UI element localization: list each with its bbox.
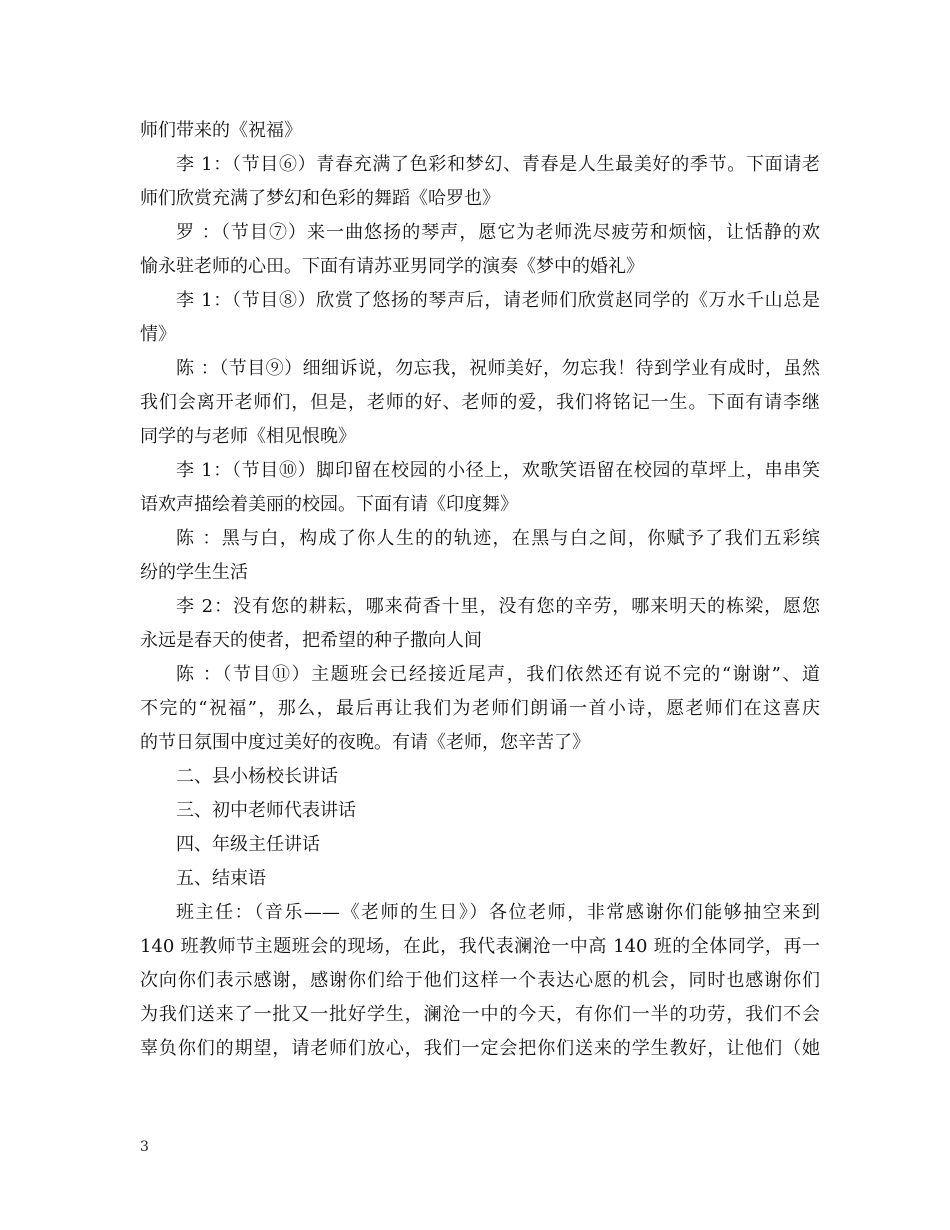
text-line: 的节日氛围中度过美好的夜晚。有请《老师，您辛苦了》 bbox=[140, 732, 590, 753]
section-heading: 四、年级主任讲话 bbox=[176, 834, 320, 855]
text-line: 纷的学生生活 bbox=[140, 562, 248, 583]
text-line: 同学的与老师《相见恨晚》 bbox=[140, 426, 356, 447]
text-line: 我们会离开老师们，但是，老师的好、老师的爱，我们将铭记一生。下面有请李继 bbox=[140, 392, 820, 413]
text-line: 不完的“祝福”，那么，最后再让我们为老师们朗诵一首小诗，愿老师们在这喜庆 bbox=[140, 698, 820, 719]
text-line: 师们欣赏充满了梦幻和色彩的舞蹈《哈罗也》 bbox=[140, 188, 500, 209]
text-line: 师们带来的《祝福》 bbox=[140, 120, 302, 141]
text-line: 永远是春天的使者，把希望的种子撒向人间 bbox=[140, 630, 482, 651]
section-heading: 三、初中老师代表讲话 bbox=[176, 800, 356, 821]
text-line: 情》 bbox=[140, 324, 176, 345]
text-line: 罗 ：（节目⑦）来一曲悠扬的琴声，愿它为老师洗尽疲劳和烦恼，让恬静的欢 bbox=[176, 222, 820, 243]
page-number: 3 bbox=[140, 1139, 149, 1155]
text-line: 李 2：没有您的耕耘，哪来荷香十里，没有您的辛劳，哪来明天的栋梁，愿您 bbox=[176, 596, 820, 617]
text-line: 次向你们表示感谢，感谢你们给于他们这样一个表达心愿的机会，同时也感谢你们 bbox=[140, 970, 820, 991]
section-heading: 二、县小杨校长讲话 bbox=[176, 766, 338, 787]
text-line: 陈 ：（节目⑨）细细诉说，勿忘我，祝师美好，勿忘我！待到学业有成时，虽然 bbox=[176, 358, 820, 379]
text-line: 陈 ：（节目⑪）主题班会已经接近尾声，我们依然还有说不完的“谢谢”、道 bbox=[176, 664, 820, 685]
text-line: 140 班教师节主题班会的现场，在此，我代表澜沧一中高 140 班的全体同学，再一 bbox=[140, 936, 820, 957]
document-body bbox=[140, 114, 820, 1066]
text-line: 李 1：（节目⑩）脚印留在校园的小径上，欢歌笑语留在校园的草坪上，串串笑 bbox=[176, 460, 820, 481]
text-line: 为我们送来了一批又一批好学生，澜沧一中的今天，有你们一半的功劳，我们不会 bbox=[140, 1004, 820, 1025]
text-line: 陈 ：黑与白，构成了你人生的的轨迹，在黑与白之间，你赋予了我们五彩缤 bbox=[176, 528, 820, 549]
text-line: 李 1：（节目⑥）青春充满了色彩和梦幻、青春是人生最美好的季节。下面请老 bbox=[176, 154, 820, 175]
text-line: 班主任：（音乐——《老师的生日》）各位老师，非常感谢你们能够抽空来到 bbox=[176, 902, 820, 923]
text-line: 愉永驻老师的心田。下面有请苏亚男同学的演奏《梦中的婚礼》 bbox=[140, 256, 644, 277]
section-heading: 五、结束语 bbox=[176, 868, 266, 889]
text-line: 语欢声描绘着美丽的校园。下面有请《印度舞》 bbox=[140, 494, 518, 515]
text-line: 李 1：（节目⑧）欣赏了悠扬的琴声后，请老师们欣赏赵同学的《万水千山总是 bbox=[176, 290, 820, 311]
text-line: 辜负你们的期望，请老师们放心，我们一定会把你们送来的学生教好，让他们（她 bbox=[140, 1038, 820, 1059]
